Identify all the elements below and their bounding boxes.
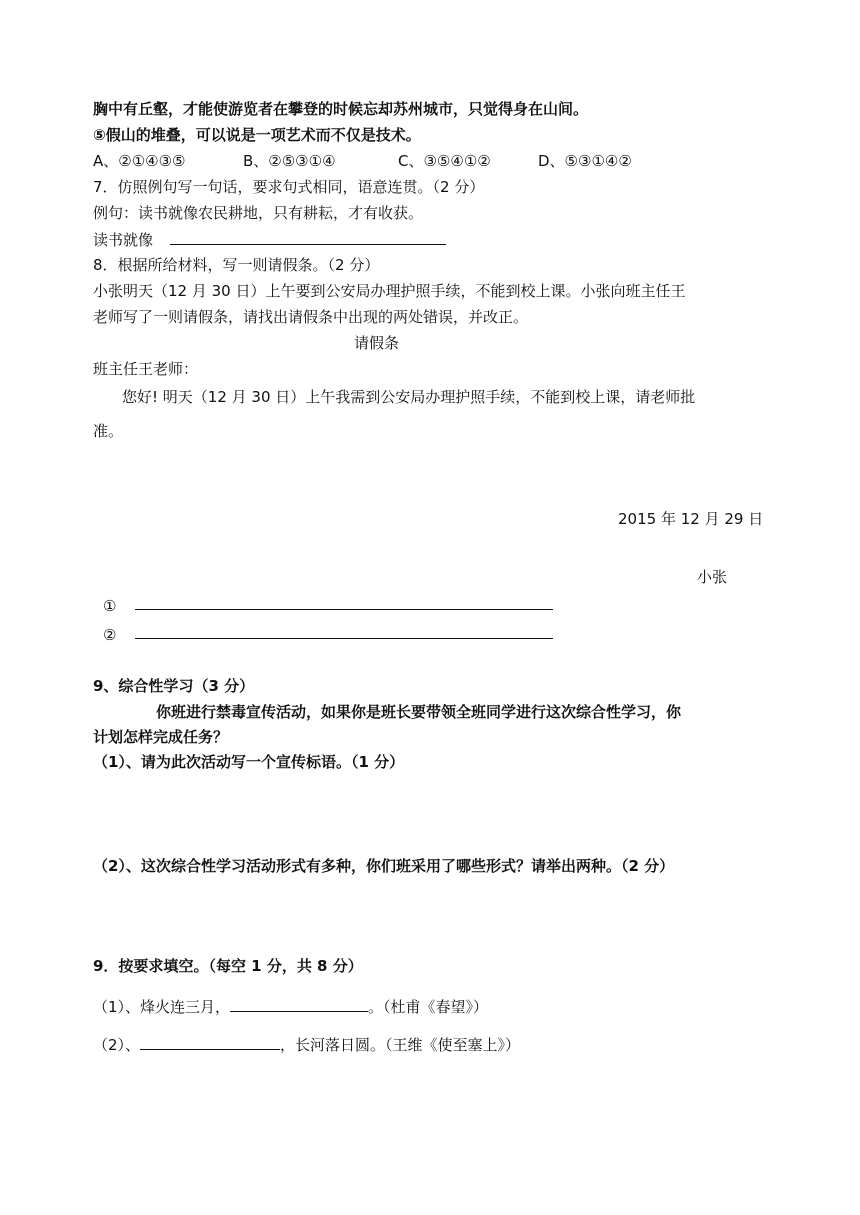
q8-title: 8．根据所给材料，写一则请假条。（2 分）: [93, 256, 380, 274]
leave-note-title: 请假条: [354, 334, 400, 352]
q9a-title: 9、综合性学习（3 分）: [93, 677, 255, 695]
leave-note-body-line-1: 您好! 明天（12 月 30 日）上午我需到公安局办理护照手续，不能到校上课，请老师批: [122, 388, 696, 406]
q8-answer-2: [103, 626, 135, 644]
q7-title: 7．仿照例句写一句话，要求句式相同，语意连贯。（2 分）: [93, 178, 485, 196]
q9b-item-1: [93, 995, 488, 1018]
q6-option-c: C、③⑤④①②: [398, 152, 491, 170]
q9b-item-1-blank[interactable]: [230, 995, 368, 1012]
q8-answer-2-blank[interactable]: [135, 638, 553, 639]
q6-option-b: B、②⑤③①④: [243, 152, 336, 170]
q6-sentence-5: ⑤假山的堆叠，可以说是一项艺术而不仅是技术。: [93, 126, 421, 144]
q6-options: [93, 150, 632, 172]
q9a-intro-line-2: 计划怎样完成任务？: [93, 728, 229, 746]
q9b-item-2-prefix: （2）、: [93, 1036, 141, 1054]
q9a-intro-line-1: 你班进行禁毒宣传活动，如果你是班长要带领全班同学进行这次综合性学习，你: [156, 703, 682, 721]
answer-number: ①: [103, 597, 117, 615]
q9a-sub-2: （2）、这次综合性学习活动形式有多种，你们班采用了哪些形式？请举出两种。（2 分）: [93, 857, 675, 875]
q9b-title: 9．按要求填空。（每空 1 分，共 8 分）: [93, 957, 363, 975]
q8-answer-1: [103, 597, 135, 615]
leave-note-salutation: 班主任王老师：: [93, 360, 199, 378]
q6-sentence-continuation: 胸中有丘壑，才能使游览者在攀登的时候忘却苏州城市，只觉得身在山间。: [93, 100, 589, 118]
q9b-item-1-prefix: （1）、烽火连三月，: [93, 998, 231, 1016]
q8-material-line-2: 老师写了一则请假条，请找出请假条中出现的两处错误，并改正。: [93, 308, 529, 326]
q7-answer-blank[interactable]: [170, 228, 446, 245]
q6-option-a: A、②①④③⑤: [93, 152, 186, 170]
leave-note-signature: 小张: [697, 568, 728, 586]
leave-note-date: 2015 年 12 月 29 日: [618, 510, 764, 528]
q9b-item-1-suffix: 。（杜甫《春望》）: [368, 998, 489, 1016]
answer-number: ②: [103, 626, 117, 644]
q8-material-line-1: 小张明天（12 月 30 日）上午要到公安局办理护照手续，不能到校上课。小张向班主任王: [93, 282, 686, 300]
q9b-item-2-blank[interactable]: [140, 1033, 280, 1050]
q9b-item-2-suffix: ，长河落日圆。（王维《使至塞上》）: [280, 1036, 521, 1054]
q6-option-d: D、⑤③①④②: [538, 152, 632, 170]
q9b-item-2: [93, 1033, 520, 1056]
leave-note-body-line-2: 准。: [93, 422, 124, 440]
q7-example: 例句：读书就像农民耕地，只有耕耘，才有收获。: [93, 204, 424, 222]
q7-answer-row: [93, 228, 446, 251]
q8-answer-1-blank[interactable]: [135, 609, 553, 610]
q7-prompt: 读书就像: [93, 231, 154, 249]
q9a-sub-1: （1）、请为此次活动写一个宣传标语。（1 分）: [93, 753, 405, 771]
